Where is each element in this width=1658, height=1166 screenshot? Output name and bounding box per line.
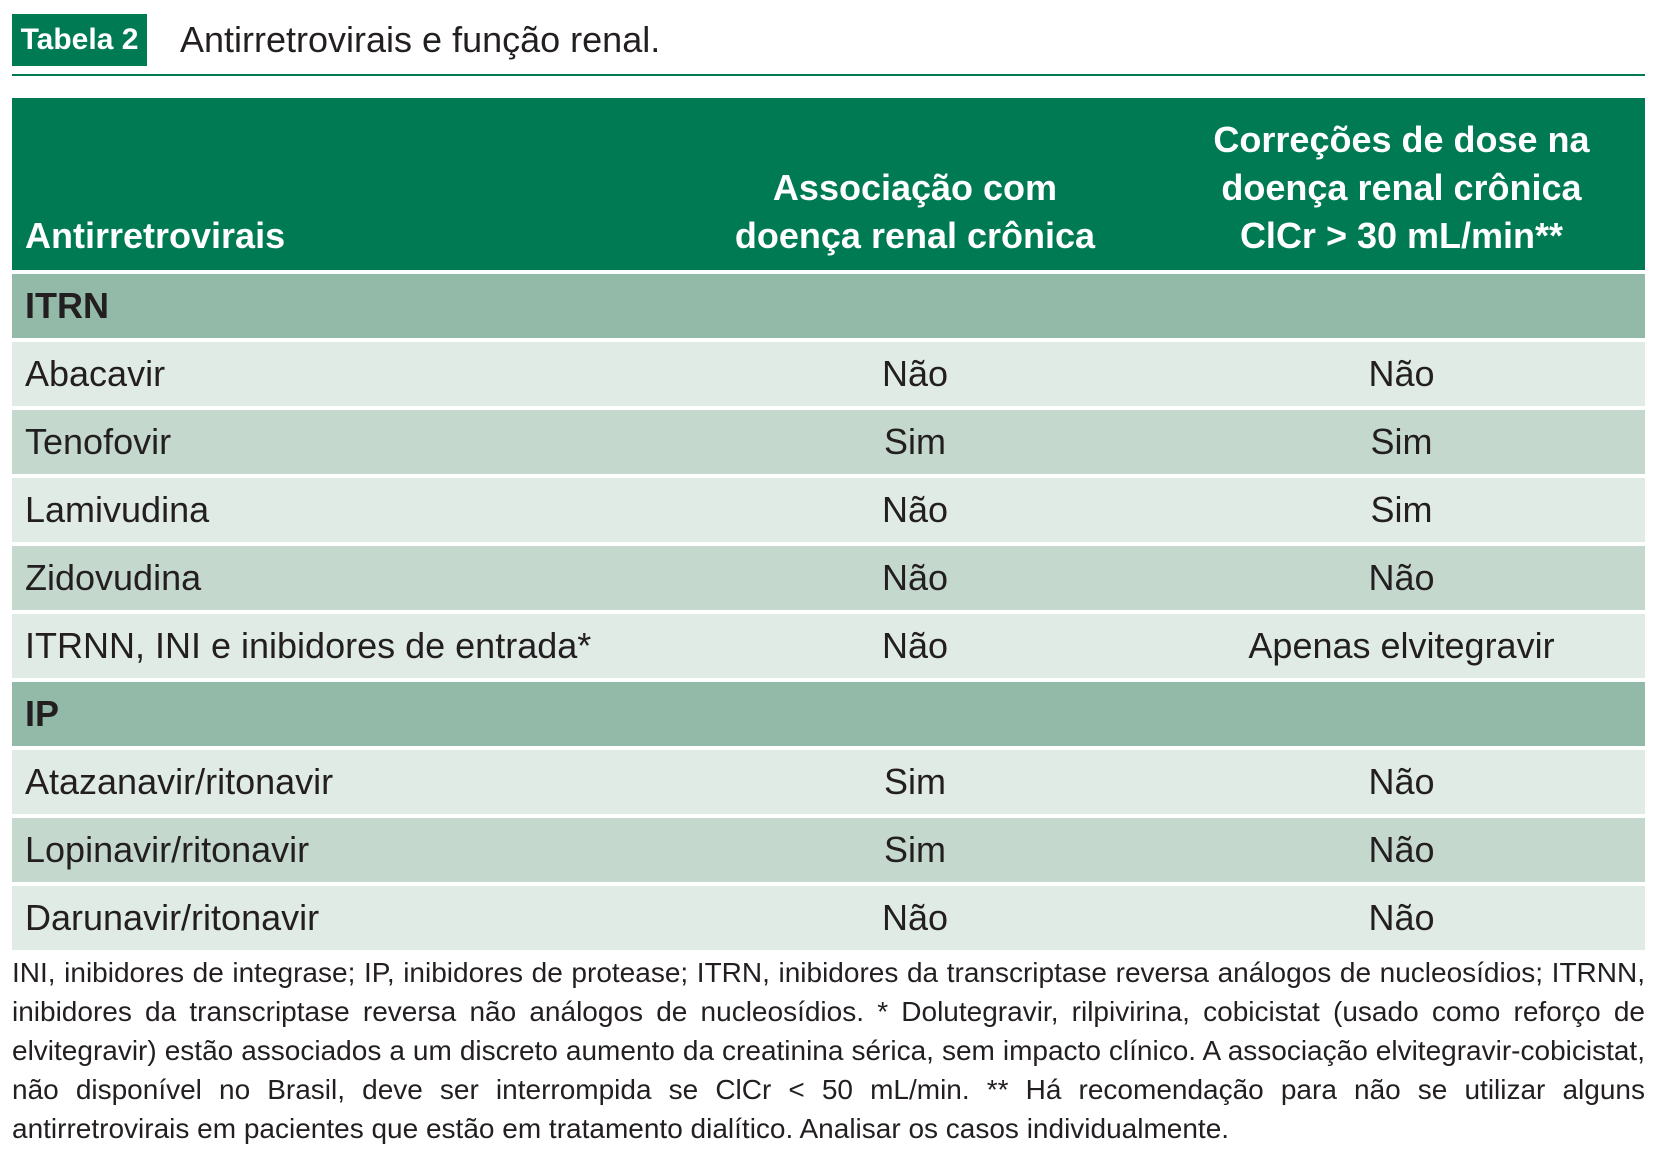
drug-name: Lopinavir/ritonavir	[12, 816, 672, 884]
group-label: IP	[12, 680, 1645, 748]
table-row	[12, 748, 1645, 816]
ckd-association-value: Não	[672, 340, 1158, 408]
dose-correction-value: Não	[1158, 340, 1645, 408]
header-ckd-association: Associação com doença renal crônica	[672, 98, 1158, 272]
table-row	[12, 612, 1645, 680]
header-antiretrovirals: Antirretrovirais	[12, 98, 672, 272]
group-row-ip	[12, 680, 1645, 748]
dose-correction-value: Não	[1158, 816, 1645, 884]
dose-correction-value: Sim	[1158, 476, 1645, 544]
dose-correction-value: Apenas elvitegravir	[1158, 612, 1645, 680]
header-dose-correction: Correções de dose na doença renal crônica ClCr > 30 mL/min**	[1158, 98, 1645, 272]
dose-correction-value: Sim	[1158, 408, 1645, 476]
ckd-association-value: Sim	[672, 748, 1158, 816]
ckd-association-value: Não	[672, 612, 1158, 680]
drug-name: Tenofovir	[12, 408, 672, 476]
ckd-association-value: Não	[672, 884, 1158, 950]
table-label-badge: Tabela 2	[12, 14, 147, 66]
table-row	[12, 340, 1645, 408]
ckd-association-value: Não	[672, 544, 1158, 612]
drug-name: Abacavir	[12, 340, 672, 408]
ckd-association-value: Sim	[672, 408, 1158, 476]
group-row-itrn	[12, 272, 1645, 340]
table-row	[12, 408, 1645, 476]
table-row	[12, 544, 1645, 612]
table-row	[12, 476, 1645, 544]
dose-correction-value: Não	[1158, 748, 1645, 816]
antiretroviral-table	[12, 98, 1645, 950]
drug-name: Zidovudina	[12, 544, 672, 612]
header-row	[12, 98, 1645, 272]
drug-name: Atazanavir/ritonavir	[12, 748, 672, 816]
table-title: Antirretrovirais e função renal.	[180, 19, 661, 60]
dose-correction-value: Não	[1158, 884, 1645, 950]
group-label: ITRN	[12, 272, 1645, 340]
table-row	[12, 884, 1645, 950]
ckd-association-value: Não	[672, 476, 1158, 544]
table-footnote: INI, inibidores de integrase; IP, inibidores de protease; ITRN, inibidores da transcriptase reversa análogos de nucleosídios; ITRNN, inibidores da transcriptase reversa não análogos de nucleosídios. * Dolutegravir, rilpivirina, cobicistat (usado como reforço de elvitegravir) estão associados a um discreto aumento da creatinina sérica, sem impacto clínico. A associação elvitegravir-cobicistat, não disponível no Brasil, deve ser interrompida se ClCr < 50 mL/min. ** Há recomendação para não se utilizar alguns antirretrovirais em pacientes que estão em tratamento dialítico. Analisar os casos individualmente.	[12, 957, 1645, 1144]
table-header	[12, 98, 1645, 272]
drug-name: ITRNN, INI e inibidores de entrada*	[12, 612, 672, 680]
drug-name: Lamivudina	[12, 476, 672, 544]
table-row	[12, 816, 1645, 884]
table-body	[12, 272, 1645, 950]
table-caption	[12, 14, 1645, 76]
dose-correction-value: Não	[1158, 544, 1645, 612]
ckd-association-value: Sim	[672, 816, 1158, 884]
drug-name: Darunavir/ritonavir	[12, 884, 672, 950]
